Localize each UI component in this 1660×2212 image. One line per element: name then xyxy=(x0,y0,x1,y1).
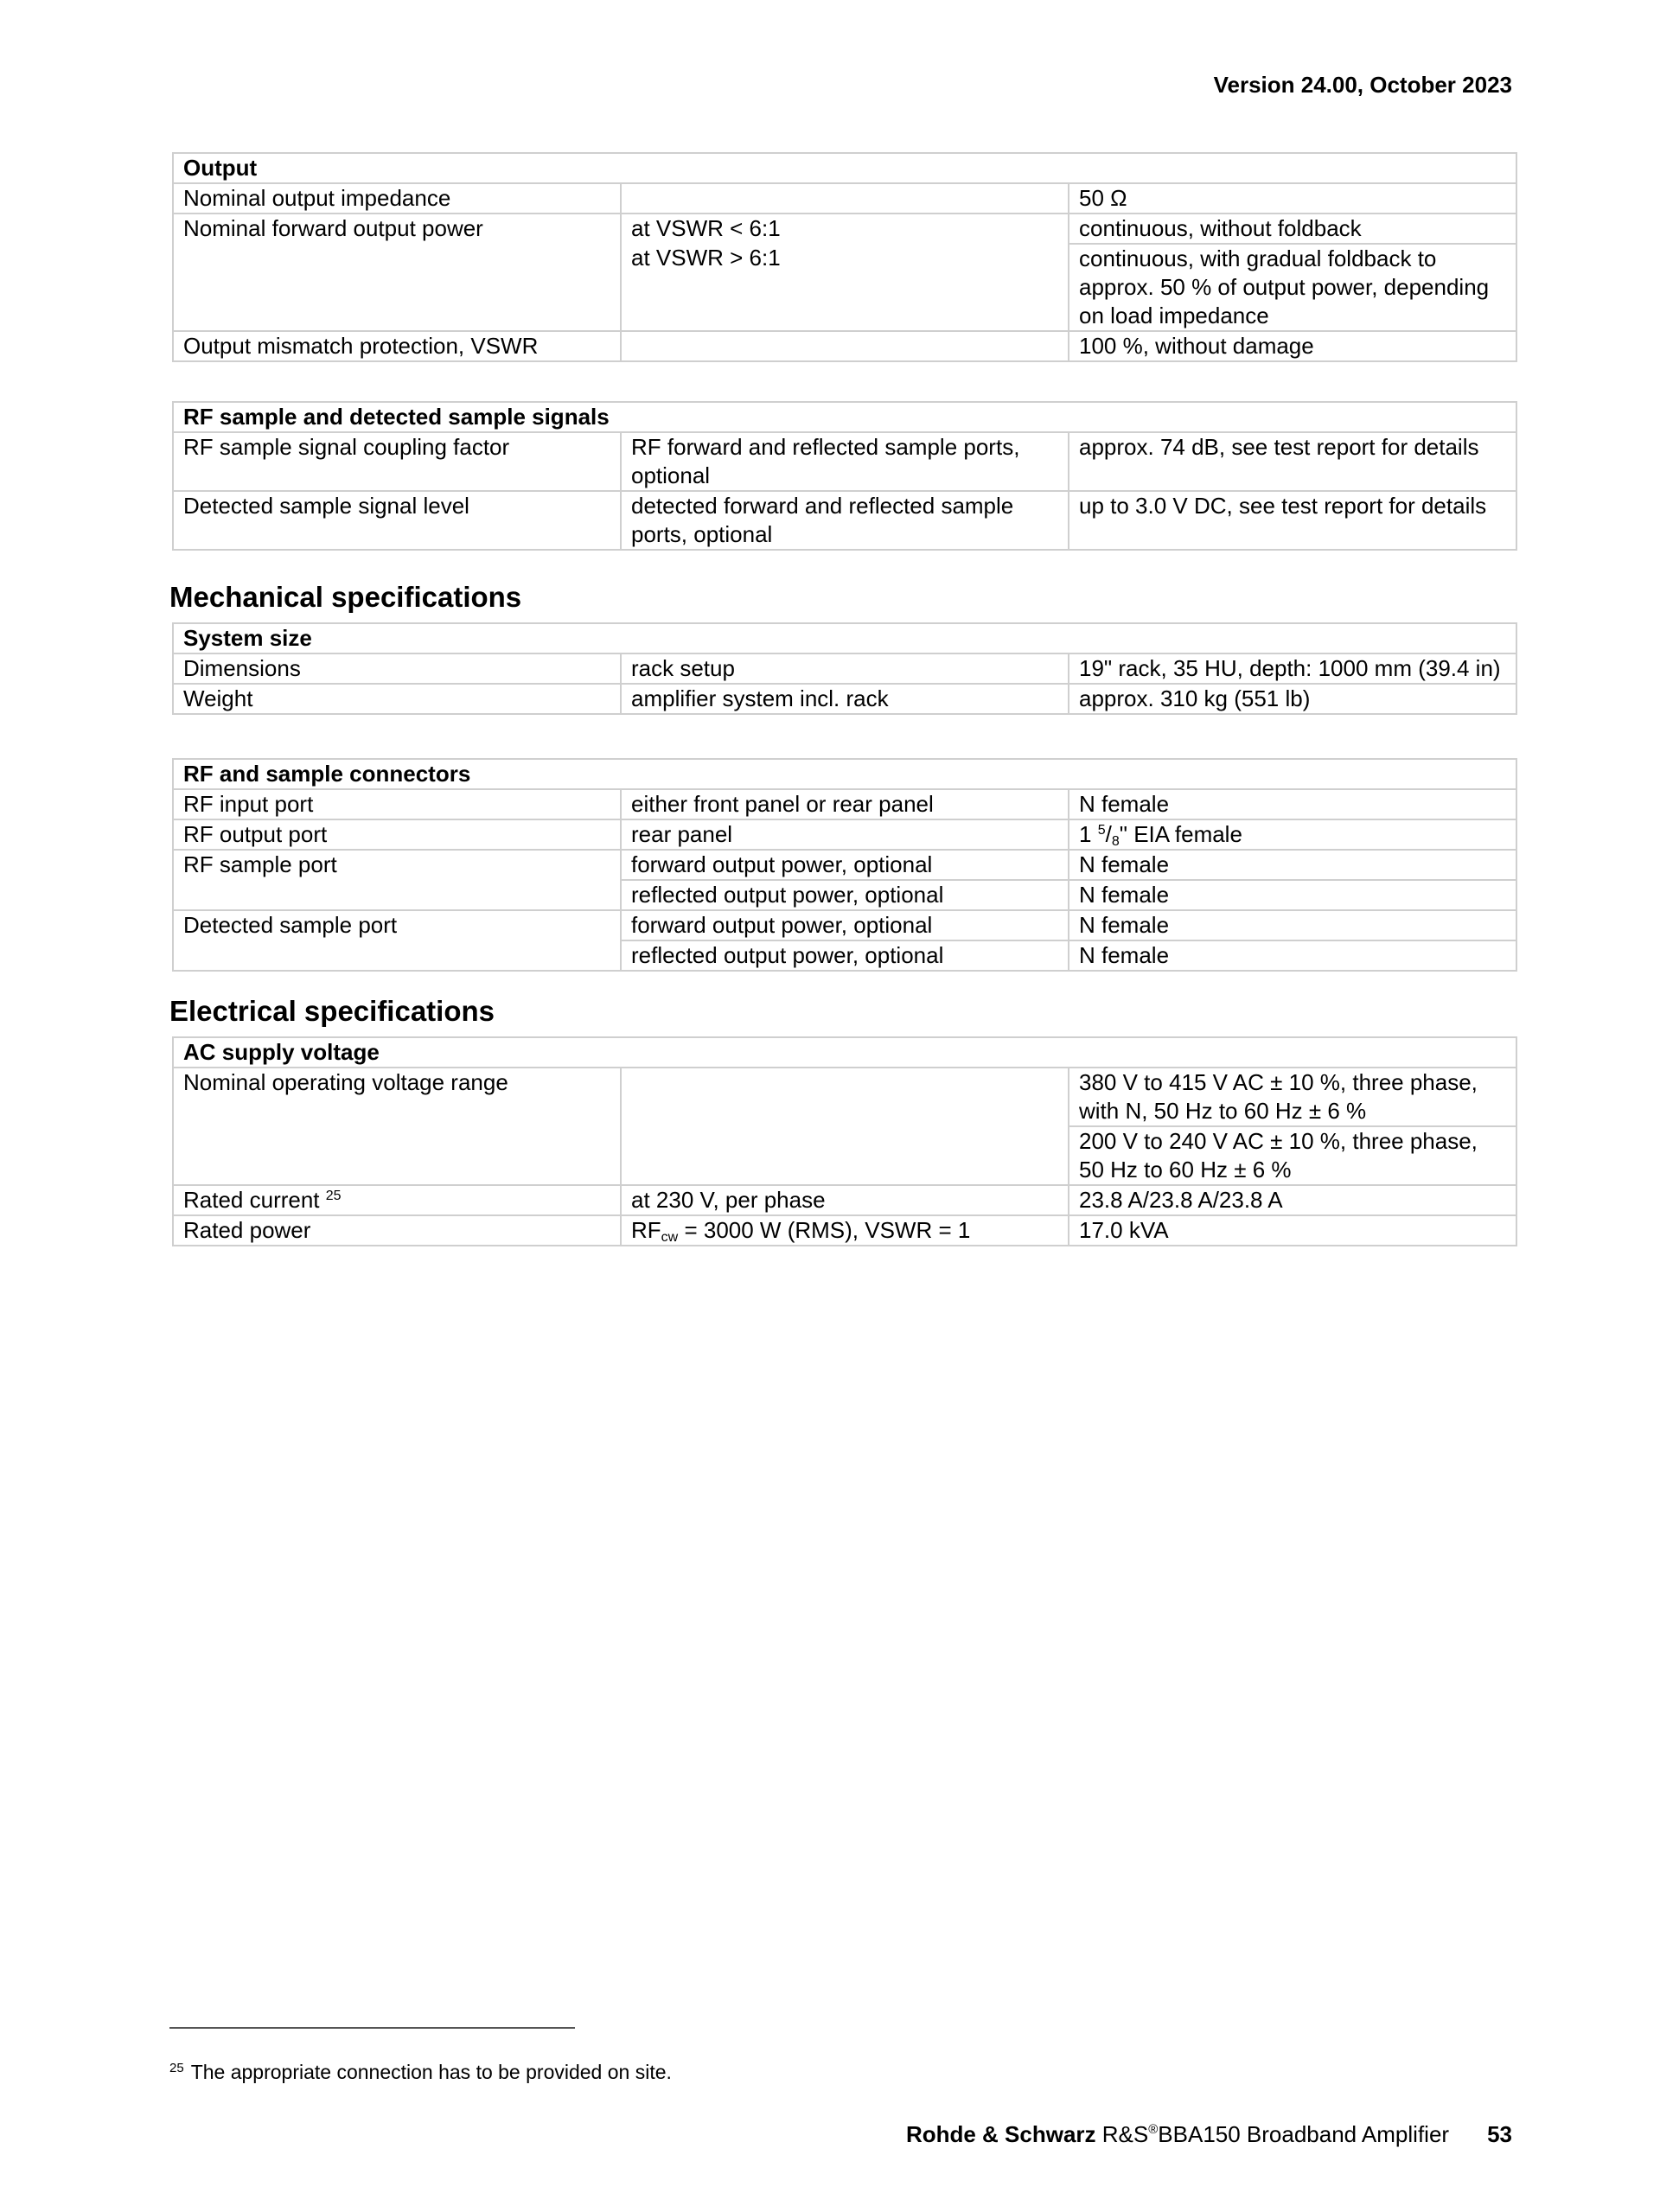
param-value: 17.0 kVA xyxy=(1069,1215,1516,1246)
connector-size-separator: / xyxy=(1105,821,1112,847)
table-row xyxy=(173,623,1516,653)
footnote-reference: 25 xyxy=(325,1189,342,1203)
param-value: 100 %, without damage xyxy=(1069,331,1516,361)
footnote-text: The appropriate connection has to be provided on site. xyxy=(190,2061,672,2083)
param-label: Nominal output impedance xyxy=(173,183,621,214)
param-condition xyxy=(621,331,1069,361)
table-row xyxy=(173,910,1516,940)
mechanical-specifications-heading: Mechanical specifications xyxy=(169,581,522,613)
param-condition xyxy=(621,1068,1069,1185)
param-value: 380 V to 415 V AC ± 10 %, three phase, with N, 50 Hz to 60 Hz ± 6 % xyxy=(1069,1068,1516,1126)
param-label: RF input port xyxy=(173,789,621,819)
param-condition: either front panel or rear panel xyxy=(621,789,1069,819)
param-value: approx. 310 kg (551 lb) xyxy=(1069,684,1516,714)
param-value: N female xyxy=(1069,880,1516,910)
param-label: Detected sample signal level xyxy=(173,491,621,550)
param-condition: at VSWR < 6:1 xyxy=(621,214,1069,244)
output-spec-table xyxy=(172,152,1517,362)
param-value: N female xyxy=(1069,940,1516,971)
param-condition: detected forward and reflected sample ports, optional xyxy=(621,491,1069,550)
param-condition xyxy=(621,1215,1069,1246)
table-row xyxy=(173,153,1516,183)
footnote-number: 25 xyxy=(169,2061,184,2075)
param-label: Rated power xyxy=(173,1215,621,1246)
param-value: continuous, without foldback xyxy=(1069,214,1516,244)
rf-subscript: cw xyxy=(661,1230,679,1245)
table-row xyxy=(173,491,1516,550)
table-row xyxy=(173,819,1516,850)
param-value: 19" rack, 35 HU, depth: 1000 mm (39.4 in) xyxy=(1069,653,1516,684)
document-version: Version 24.00, October 2023 xyxy=(1213,72,1512,98)
table-section-title: AC supply voltage xyxy=(173,1037,1516,1068)
param-condition: amplifier system incl. rack xyxy=(621,684,1069,714)
param-value: 200 V to 240 V AC ± 10 %, three phase, 50 Hz to 60 Hz ± 6 % xyxy=(1069,1126,1516,1185)
param-value: up to 3.0 V DC, see test report for details xyxy=(1069,491,1516,550)
param-label: RF output port xyxy=(173,819,621,850)
param-value: N female xyxy=(1069,789,1516,819)
param-condition: at 230 V, per phase xyxy=(621,1185,1069,1215)
param-label: Dimensions xyxy=(173,653,621,684)
table-row xyxy=(173,1037,1516,1068)
rated-current-label: Rated current xyxy=(183,1187,320,1213)
connector-size-numerator: 5 xyxy=(1097,823,1106,838)
param-condition: forward output power, optional xyxy=(621,850,1069,880)
table-row xyxy=(173,850,1516,880)
footer-product: BBA150 Broadband Amplifier xyxy=(1158,2121,1450,2147)
table-row xyxy=(173,183,1516,214)
table-row xyxy=(173,402,1516,432)
electrical-specifications-heading: Electrical specifications xyxy=(169,995,495,1027)
system-size-spec-table xyxy=(172,622,1517,715)
param-value: N female xyxy=(1069,910,1516,940)
param-label: Detected sample port xyxy=(173,910,621,971)
connector-size-whole: 1 xyxy=(1079,821,1098,847)
table-section-title: RF and sample connectors xyxy=(173,759,1516,789)
rf-symbol: RF xyxy=(631,1217,661,1243)
param-value: continuous, with gradual foldback to approx. 50 % of output power, depending on load impedance xyxy=(1069,244,1516,331)
table-row xyxy=(173,1185,1516,1215)
footnote-divider xyxy=(169,2027,575,2029)
footer-brand: Rohde & Schwarz xyxy=(905,2121,1096,2147)
param-value: N female xyxy=(1069,850,1516,880)
table-row xyxy=(173,214,1516,244)
param-value: approx. 74 dB, see test report for details xyxy=(1069,432,1516,491)
param-condition xyxy=(621,183,1069,214)
table-row xyxy=(173,789,1516,819)
registered-mark: ® xyxy=(1148,2122,1159,2137)
footer-product-prefix: R&S xyxy=(1095,2121,1149,2147)
table-row xyxy=(173,759,1516,789)
connectors-spec-table xyxy=(172,758,1517,972)
param-label: Nominal forward output power xyxy=(173,214,621,331)
page-number: 53 xyxy=(1487,2121,1512,2147)
table-row xyxy=(173,1215,1516,1246)
table-section-title: RF sample and detected sample signals xyxy=(173,402,1516,432)
table-row xyxy=(173,432,1516,491)
param-condition: forward output power, optional xyxy=(621,910,1069,940)
param-condition: rack setup xyxy=(621,653,1069,684)
table-row xyxy=(173,653,1516,684)
param-label: Output mismatch protection, VSWR xyxy=(173,331,621,361)
table-section-title: System size xyxy=(173,623,1516,653)
param-label: RF sample signal coupling factor xyxy=(173,432,621,491)
param-label xyxy=(173,1185,621,1215)
table-row xyxy=(173,331,1516,361)
ac-supply-spec-table xyxy=(172,1036,1517,1246)
footnote xyxy=(169,2061,672,2084)
table-row xyxy=(173,684,1516,714)
connector-size-denominator: 8 xyxy=(1111,834,1120,849)
param-condition: rear panel xyxy=(621,819,1069,850)
table-section-title: Output xyxy=(173,153,1516,183)
param-value xyxy=(1069,819,1516,850)
param-label: Nominal operating voltage range xyxy=(173,1068,621,1185)
rf-sample-spec-table xyxy=(172,401,1517,551)
param-condition: reflected output power, optional xyxy=(621,880,1069,910)
rated-power-condition: = 3000 W (RMS), VSWR = 1 xyxy=(678,1217,971,1243)
param-value: 23.8 A/23.8 A/23.8 A xyxy=(1069,1185,1516,1215)
page-footer xyxy=(906,2121,1512,2148)
param-label: Weight xyxy=(173,684,621,714)
param-value: 50 Ω xyxy=(1069,183,1516,214)
table-row xyxy=(173,1068,1516,1126)
param-condition: RF forward and reflected sample ports, optional xyxy=(621,432,1069,491)
param-label: RF sample port xyxy=(173,850,621,910)
connector-size-rest: " EIA female xyxy=(1119,821,1242,847)
param-condition: reflected output power, optional xyxy=(621,940,1069,971)
param-condition: at VSWR > 6:1 xyxy=(621,244,1069,331)
